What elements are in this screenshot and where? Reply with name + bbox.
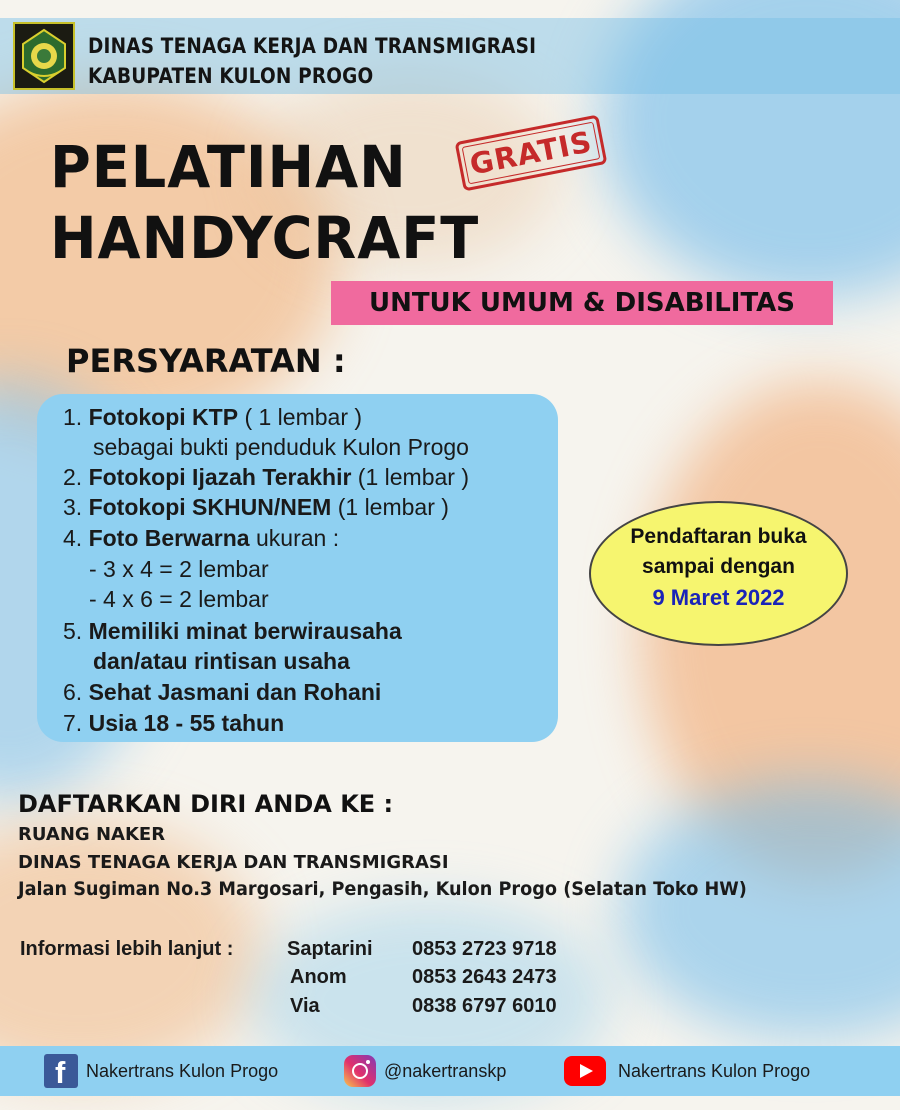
requirement-item: 7. Usia 18 - 55 tahun bbox=[63, 710, 285, 736]
registration-heading: DAFTARKAN DIRI ANDA KE : bbox=[18, 790, 394, 818]
requirements-panel bbox=[37, 394, 558, 742]
deadline-date: 9 Maret 2022 bbox=[652, 585, 785, 610]
requirement-item: - 4 x 6 = 2 lembar bbox=[89, 586, 269, 612]
deadline-badge bbox=[589, 501, 848, 646]
title-line2: HANDYCRAFT bbox=[50, 204, 480, 272]
header bbox=[0, 6, 900, 92]
facebook-icon: f bbox=[44, 1054, 78, 1088]
requirement-item: 1. Fotokopi KTP ( 1 lembar ) bbox=[63, 404, 363, 430]
audience-banner: UNTUK UMUM & DISABILITAS bbox=[331, 281, 833, 325]
requirement-item: 3. Fotokopi SKHUN/NEM (1 lembar ) bbox=[63, 494, 449, 520]
contacts-label: Informasi lebih lanjut : bbox=[20, 938, 234, 960]
youtube-icon bbox=[564, 1056, 606, 1086]
requirement-item: 6. Sehat Jasmani dan Rohani bbox=[63, 679, 382, 705]
registration-place: RUANG NAKER bbox=[18, 824, 166, 845]
title-line1: PELATIHAN bbox=[50, 133, 407, 201]
requirement-item: - 3 x 4 = 2 lembar bbox=[89, 556, 269, 582]
stamp-text: GRATIS bbox=[462, 122, 601, 185]
org-name-line1: DINAS TENAGA KERJA DAN TRANSMIGRASI bbox=[88, 34, 537, 58]
instagram-icon bbox=[344, 1055, 376, 1087]
youtube-link[interactable] bbox=[564, 1046, 810, 1096]
social-footer bbox=[0, 1046, 900, 1096]
registration-office: DINAS TENAGA KERJA DAN TRANSMIGRASI bbox=[18, 852, 449, 873]
kulon-progo-emblem-logo bbox=[13, 22, 75, 90]
contact-name: Saptarini bbox=[287, 938, 373, 960]
contact-name: Anom bbox=[290, 966, 347, 988]
facebook-link[interactable] bbox=[44, 1046, 278, 1096]
facebook-label: Nakertrans Kulon Progo bbox=[86, 1060, 279, 1081]
requirement-item: 5. Memiliki minat berwirausaha bbox=[63, 618, 402, 644]
requirement-item: sebagai bukti penduduk Kulon Progo bbox=[93, 434, 469, 460]
instagram-label: @nakertranskp bbox=[384, 1060, 507, 1081]
requirement-item: 4. Foto Berwarna ukuran : bbox=[63, 525, 340, 551]
requirements-heading: PERSYARATAN : bbox=[66, 342, 346, 380]
youtube-label: Nakertrans Kulon Progo bbox=[618, 1060, 811, 1081]
instagram-link[interactable] bbox=[344, 1046, 506, 1096]
deadline-line1: Pendaftaran buka bbox=[630, 525, 807, 548]
contact-name: Via bbox=[290, 995, 320, 1017]
contact-phone: 0838 6797 6010 bbox=[412, 995, 557, 1017]
requirement-item: 2. Fotokopi Ijazah Terakhir (1 lembar ) bbox=[63, 464, 470, 490]
requirement-item: dan/atau rintisan usaha bbox=[93, 648, 350, 674]
deadline-line2: sampai dengan bbox=[642, 555, 795, 578]
org-name-line2: KABUPATEN KULON PROGO bbox=[88, 64, 374, 88]
contact-phone: 0853 2723 9718 bbox=[412, 938, 557, 960]
registration-address: Jalan Sugiman No.3 Margosari, Pengasih, Kulon Progo (Selatan Toko HW) bbox=[18, 878, 747, 900]
contact-phone: 0853 2643 2473 bbox=[412, 966, 557, 988]
